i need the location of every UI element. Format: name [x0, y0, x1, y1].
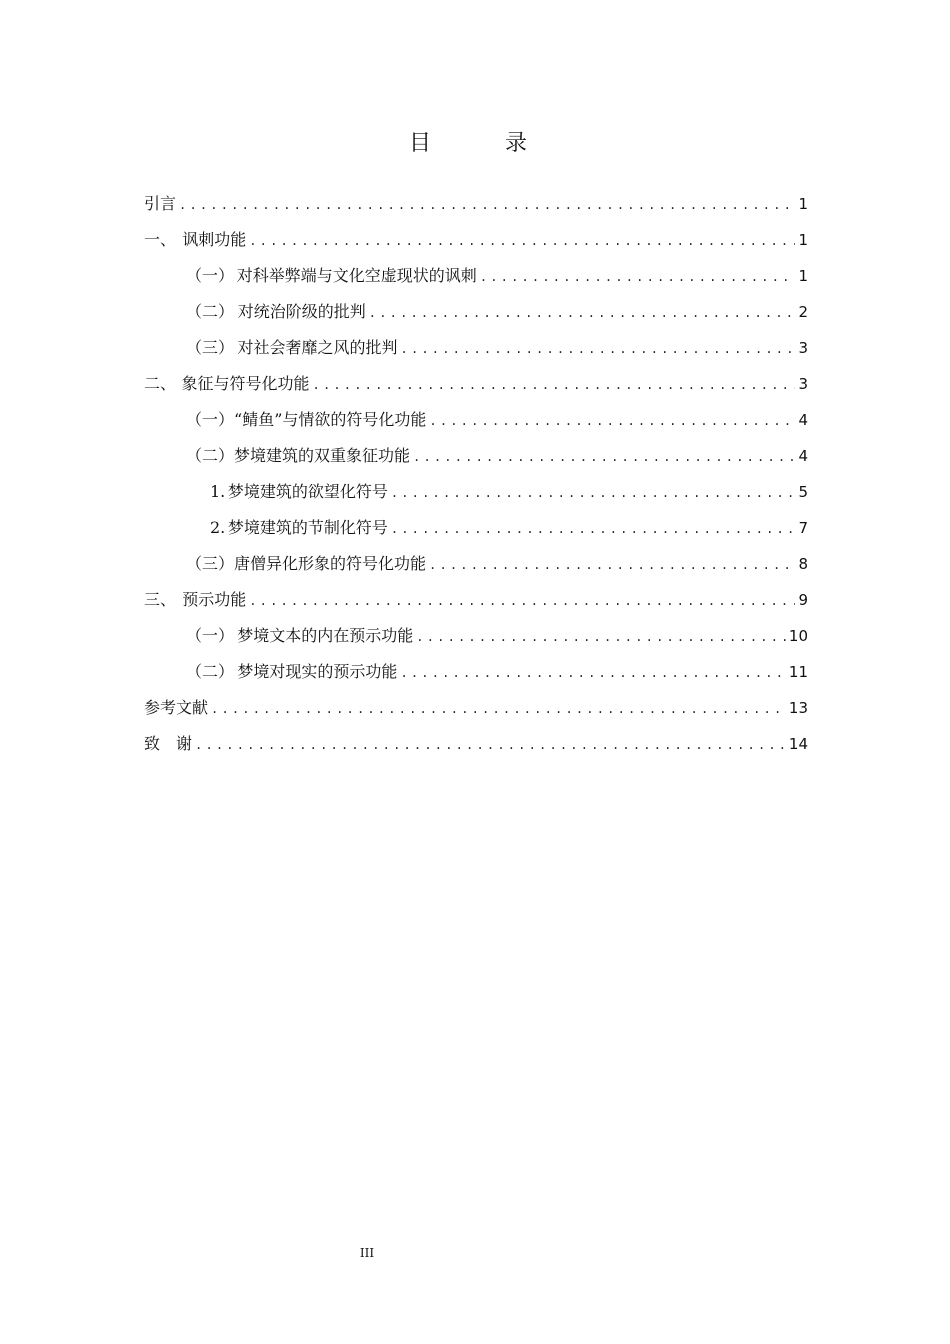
toc-entry-text: 参考文献: [144, 698, 209, 717]
toc-entry-section-3-2[interactable]: [144, 654, 808, 690]
toc-entry-acknowledgements[interactable]: [144, 726, 808, 762]
dot-leader: [211, 691, 786, 727]
toc-entry-text: 梦境建筑的双重象征功能: [234, 446, 411, 465]
toc-entry-text: 引言: [144, 194, 177, 213]
dot-leader: [249, 223, 795, 259]
toc-entry-text: 象征与符号化功能: [181, 374, 310, 393]
toc-entry-number: （一）: [186, 266, 235, 285]
toc-title: 目 录: [408, 131, 553, 156]
toc-page-number: 10: [788, 627, 808, 645]
toc-entry-number: （二）: [186, 446, 235, 465]
toc-entry-section-2-2[interactable]: [144, 438, 808, 474]
toc-entry-text: 对统治阶级的批判: [237, 302, 366, 321]
dot-leader: [400, 655, 785, 691]
toc-page-number: 4: [798, 411, 808, 429]
dot-leader: [369, 295, 796, 331]
dot-leader: [195, 727, 786, 763]
toc-entry-section-2-3[interactable]: [144, 546, 808, 582]
toc-entry-text: 梦境文本的内在预示功能: [237, 626, 414, 645]
toc-entry-text: 讽刺功能: [182, 230, 247, 249]
toc-page-number: 1: [798, 267, 808, 285]
toc-page-number: 11: [788, 663, 808, 681]
toc-page-number: 2: [798, 303, 808, 321]
toc-entry-text: 唐僧异化形象的符号化功能: [234, 554, 427, 573]
toc-entry-chapter-3[interactable]: [144, 582, 808, 618]
dot-leader: [416, 619, 786, 655]
toc-entry-number: 二、: [144, 374, 177, 393]
toc-entry-number: 2.: [210, 518, 226, 537]
toc-entry-section-1-1[interactable]: [144, 258, 808, 294]
table-of-contents: [144, 186, 808, 762]
toc-page-number: 13: [788, 699, 808, 717]
toc-entry-text: 梦境建筑的节制化符号: [227, 518, 388, 537]
toc-entry-number: （三）: [186, 338, 235, 357]
toc-page-number: 5: [798, 483, 808, 501]
toc-page-number: 4: [798, 447, 808, 465]
toc-page-number: 14: [788, 735, 808, 753]
toc-page-number: 3: [798, 375, 808, 393]
toc-entry-number: （一）: [186, 626, 235, 645]
toc-entry-number: （一）: [186, 410, 235, 429]
toc-entry-number: 三、: [144, 590, 177, 609]
toc-entry-text: “鲭鱼”与情欲的符号化功能: [234, 410, 427, 429]
toc-entry-intro[interactable]: [144, 186, 808, 222]
toc-entry-text: 对科举弊端与文化空虚现状的讽刺: [236, 266, 477, 285]
toc-entry-subsection-2-2-1[interactable]: [144, 474, 808, 510]
toc-entry-number: 一、: [144, 230, 177, 249]
toc-entry-text: 梦境建筑的欲望化符号: [227, 482, 388, 501]
toc-entry-section-2-1[interactable]: [144, 402, 808, 438]
toc-entry-number: （二）: [186, 302, 235, 321]
toc-entry-text: 梦境对现实的预示功能: [237, 662, 398, 681]
toc-entry-chapter-1[interactable]: [144, 222, 808, 258]
dot-leader: [429, 547, 795, 583]
toc-page-number: 7: [798, 519, 808, 537]
dot-leader: [391, 475, 796, 511]
toc-entry-number: 1.: [210, 482, 226, 501]
toc-entry-text: 预示功能: [182, 590, 247, 609]
toc-entry-number: （三）: [186, 554, 235, 573]
toc-entry-text: 致 谢: [144, 734, 193, 753]
toc-entry-subsection-2-2-2[interactable]: [144, 510, 808, 546]
toc-entry-section-1-3[interactable]: [144, 330, 808, 366]
dot-leader: [179, 187, 795, 223]
toc-page-number: 3: [798, 339, 808, 357]
toc-entry-section-1-2[interactable]: [144, 294, 808, 330]
page-number-footer: III: [359, 1246, 375, 1260]
dot-leader: [429, 403, 795, 439]
dot-leader: [401, 331, 796, 367]
toc-entry-references[interactable]: [144, 690, 808, 726]
toc-page-number: 9: [798, 591, 808, 609]
toc-page-number: 1: [798, 231, 808, 249]
toc-page-number: 1: [798, 195, 808, 213]
dot-leader: [480, 259, 796, 295]
toc-entry-text: 对社会奢靡之风的批判: [237, 338, 398, 357]
toc-entry-section-3-1[interactable]: [144, 618, 808, 654]
dot-leader: [249, 583, 795, 619]
toc-entry-chapter-2[interactable]: [144, 366, 808, 402]
toc-entry-number: （二）: [186, 662, 235, 681]
dot-leader: [313, 367, 796, 403]
dot-leader: [413, 439, 795, 475]
dot-leader: [391, 511, 796, 547]
toc-page-number: 8: [798, 555, 808, 573]
